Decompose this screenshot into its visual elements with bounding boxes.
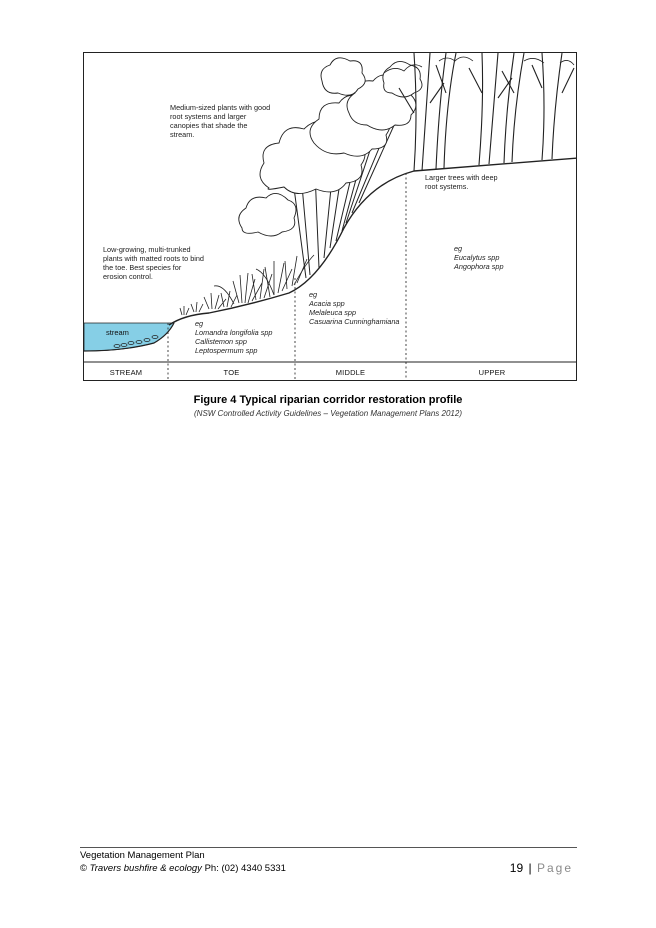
stream-water — [84, 323, 174, 351]
upper-trees — [399, 53, 574, 171]
upper-species-list: eg Eucalytus spp Angophora spp — [454, 244, 504, 271]
riparian-profile-drawing — [84, 53, 577, 381]
page-number: 19 — [509, 861, 524, 875]
page-number-block — [510, 861, 573, 875]
zone-label-stream: STREAM — [109, 368, 143, 377]
footer-divider — [80, 847, 577, 848]
footer-phone: Ph: (02) 4340 5331 — [204, 863, 286, 874]
zone-label-toe: TOE — [223, 368, 240, 377]
footer-contact-line — [80, 863, 286, 874]
page-separator: | — [528, 861, 532, 875]
copyright-symbol: © — [80, 863, 87, 874]
middle-canopy — [239, 58, 422, 236]
figure-caption-title: Figure 4 Typical riparian corridor restoration profile — [193, 394, 463, 406]
footer-document-title: Vegetation Management Plan — [80, 850, 205, 861]
figure-caption-source: (NSW Controlled Activity Guidelines – Vegetation Management Plans 2012) — [194, 409, 462, 418]
toe-plants-annotation: Low-growing, multi-trunked plants with matted roots to bind the toe. Best species for erosion control. — [103, 245, 204, 281]
toe-species-list: eg Lomandra longifolia spp Callistemon spp Leptospermum spp — [195, 319, 273, 355]
riparian-profile-figure — [83, 52, 577, 381]
zone-label-middle: MIDDLE — [335, 368, 366, 377]
footer-company: Travers bushfire & ecology — [89, 863, 202, 874]
zone-label-upper: UPPER — [478, 368, 506, 377]
middle-plants-annotation: Medium-sized plants with good root systems and larger canopies that shade the stream. — [170, 103, 271, 139]
middle-species-list: eg Acacia spp Melaleuca spp Casuarina Cunninghamiana — [309, 290, 400, 326]
page-word: Page — [536, 861, 573, 875]
stream-label: stream — [106, 328, 129, 337]
upper-trees-annotation: Larger trees with deep root systems. — [425, 173, 498, 191]
